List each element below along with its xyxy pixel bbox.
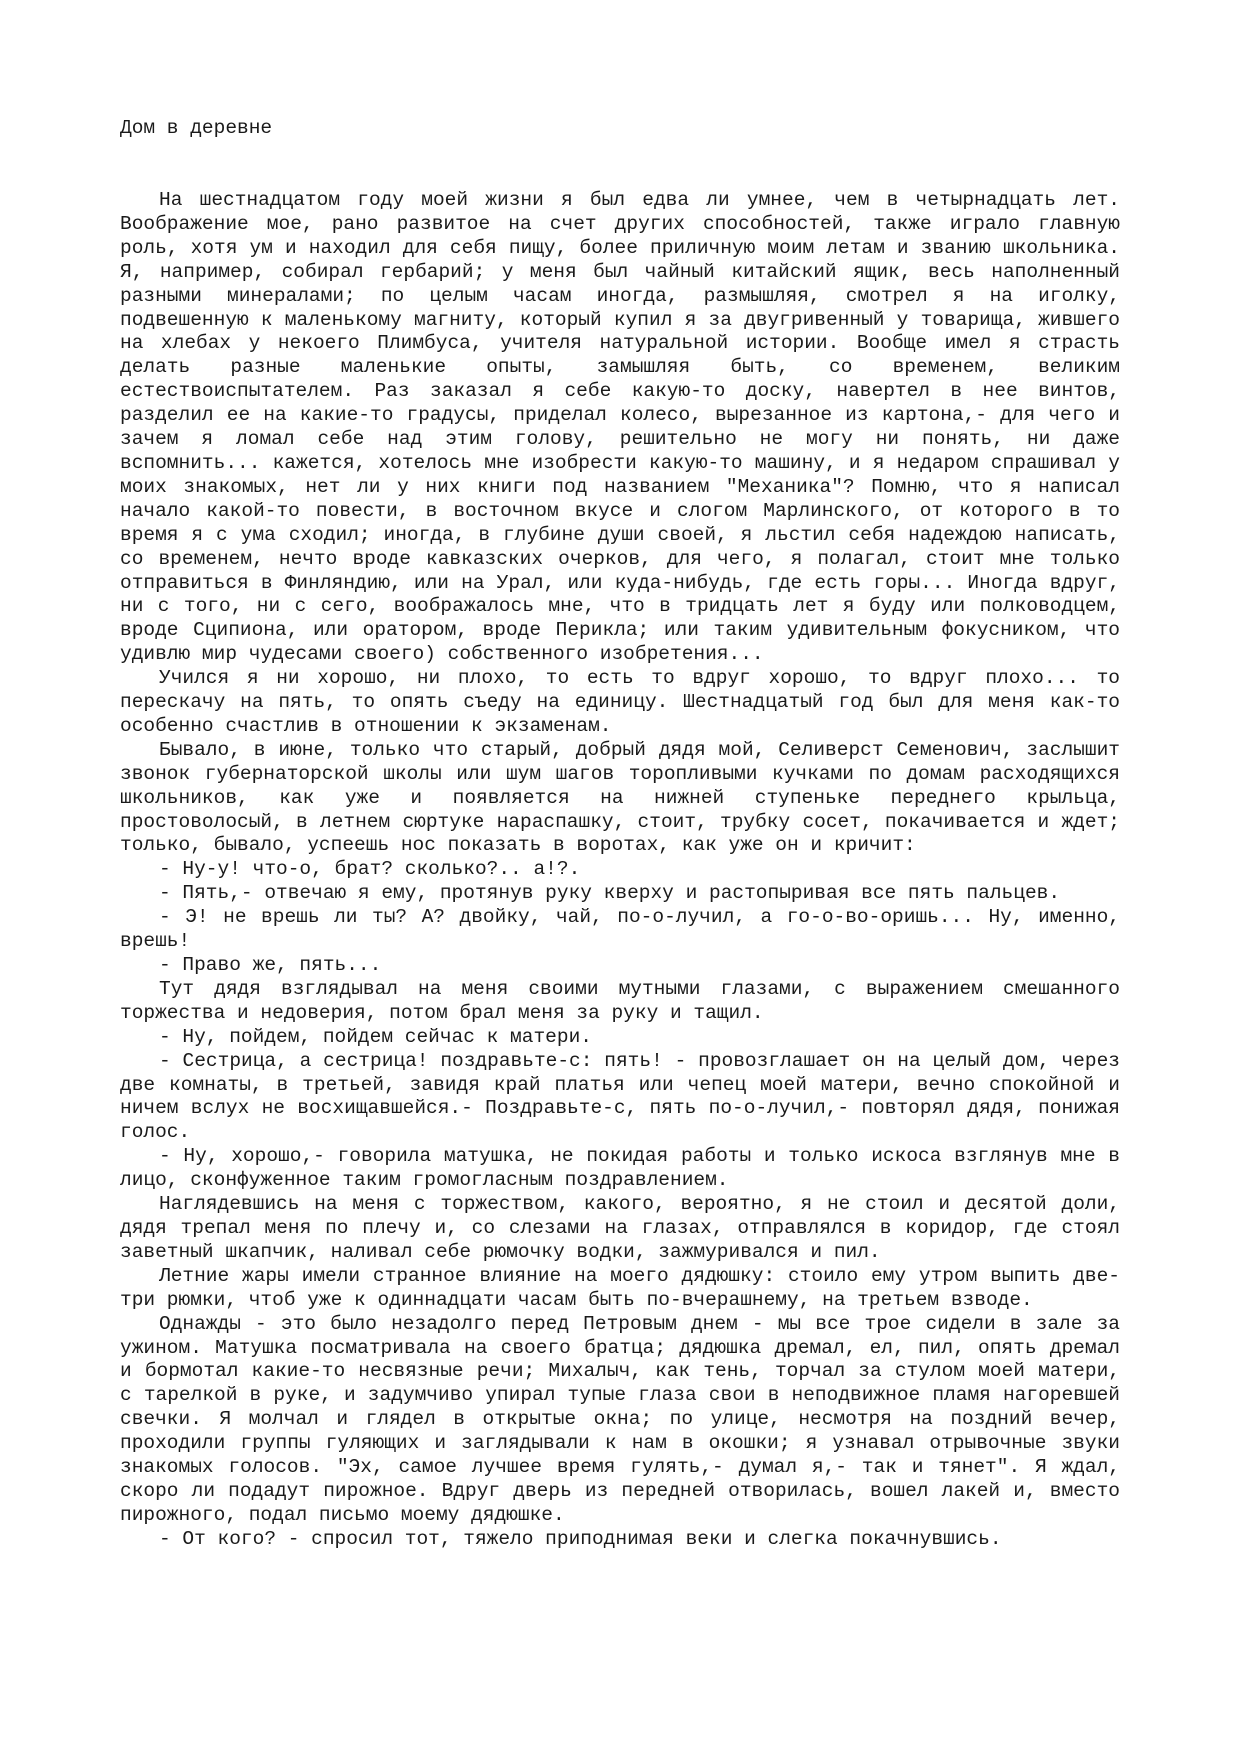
paragraph-4: Тут дядя взглядывал на меня своими мутными глазами, с выражением смешанного торжества и недоверия, потом брал меня за руку и тащил.	[120, 977, 1120, 1024]
dialogue-line-6: - Сестрица, а сестрица! поздравьте-с: пять! - провозглашает он на целый дом, через две комнаты, в третьей, завидя край платья или чепец моей матери, вечно спокойной и ничем вслух не восхищавшейся.- Поздравьте-с, пять по-о-лучил,- повторял дядя, понижая голос.	[120, 1049, 1120, 1144]
document-title: Дом в деревне	[120, 117, 273, 139]
dialogue-line-5: - Ну, пойдем, пойдем сейчас к матери.	[159, 1025, 592, 1048]
paragraph-3: Бывало, в июне, только что старый, добрый дядя мой, Селиверст Семенович, заслышит звонок губернаторской школы или шум шагов торопливыми кучками по домам расходящихся школьников, как уже и появляется на нижней ступеньке переднего крыльца, простоволосый, в летнем сюртуке нараспашку, стоит, трубку сосет, покачивается и ждет; только, бывало, успеешь нос показать в воротах, как уже он и кричит:	[120, 738, 1120, 857]
dialogue-line-8: - От кого? - спросил тот, тяжело приподнимая веки и слегка покачнувшись.	[159, 1527, 1002, 1550]
dialogue-line-7: - Ну, хорошо,- говорила матушка, не покидая работы и только искоса взглянув мне в лицо, сконфуженное таким громогласным поздравлением.	[120, 1145, 1120, 1192]
dialogue-line-3: - Э! не врешь ли ты? А? двойку, чай, по-о-лучил, а го-о-во-оришь... Ну, именно, врешь!	[120, 906, 1120, 953]
paragraph-7: Однажды - это было незадолго перед Петровым днем - мы все трое сидели в зале за ужином. Матушка посматривала на своего братца; дядюшка дремал, ел, пил, опять дремал и бормотал какие-то несвязные речи; Михалыч, как тень, торчал за стулом моей матери, с тарелкой в руке, и задумчиво упирал тупые глаза свои в неподвижное пламя нагоревшей свечки. Я молчал и глядел в открытые окна; по улице, несмотря на поздний вечер, проходили группы гуляющих и заглядывали к нам в окошки; я узнавал отрывочные звуки знакомых голосов. "Эх, самое лучшее время гулять,- думал я,- так и тянет". Я ждал, скоро ли подадут пирожное. Вдруг дверь из передней отворилась, вошел лакей и, вместо пирожного, подал письмо моему дядюшке.	[120, 1312, 1120, 1526]
dialogue-line-4: - Право же, пять...	[159, 954, 382, 976]
paragraph-1: На шестнадцатом году моей жизни я был едва ли умнее, чем в четырнадцать лет. Воображение мое, рано развитое на счет других способностей, также играло главную роль, хотя ум и находил для себя пищу, более приличную моим летам и званию школьника. Я, например, собирал гербарий; у меня был чайный китайский ящик, весь наполненный разными минералами; по целым часам иногда, размышляя, смотрел я на иголку, подвешенную к маленькому магниту, который купил я за двугривенный у товарища, жившего на хлебах у некоего Плимбуса, учителя натуральной истории. Вообще имел я страсть делать разные маленькие опыты, замышляя быть, со временем, великим естествоиспытателем. Раз заказал я себе какую-то доску, навертел в нее винтов, разделил ее на какие-то градусы, приделал колесо, вырезанное из картона,- для чего и зачем я ломал себе над этим голову, решительно не могу ни понять, ни даже вспомнить... кажется, хотелось мне изобрести какую-то машину, и я недаром спрашивал у моих знакомых, нет ли у них книги под названием "Механика"? Помню, что я написал начало какой-то повести, в восточном вкусе и слогом Марлинского, от которого в то время я с ума сходил; иногда, в глубине души своей, я льстил себя надеждою написать, со временем, нечто вроде кавказских очерков, для чего, я полагал, стоит мне только отправиться в Финляндию, или на Урал, или куда-нибудь, где есть горы... Иногда вдруг, ни с того, ни с сего, воображалось мне, что в тридцать лет я буду или полководцем, вроде Сципиона, или оратором, вроде Перикла; или таким удивительным фокусником, что удивлю мир чудесами своего) собственного изобретения...	[120, 189, 1120, 666]
paragraph-6: Летние жары имели странное влияние на моего дядюшку: стоило ему утром выпить две-три рюмки, чтоб уже к одиннадцати часам быть по-вчерашнему, на третьем взводе.	[120, 1264, 1120, 1311]
paragraph-5: Наглядевшись на меня с торжеством, какого, вероятно, я не стоил и десятой доли, дядя трепал меня по плечу и, со слезами на глазах, отправлялся в коридор, где стоял заветный шкапчик, наливал себе рюмочку водки, зажмуривался и пил.	[120, 1193, 1120, 1263]
dialogue-line-1: - Ну-у! что-о, брат? сколько?.. а!?.	[159, 858, 581, 881]
dialogue-line-2: - Пять,- отвечаю я ему, протянув руку кверху и растопыривая все пять пальцев.	[159, 882, 1061, 905]
paragraph-2: Учился я ни хорошо, ни плохо, то есть то вдруг хорошо, то вдруг плохо... то перескачу на пять, то опять съеду на единицу. Шестнадцатый год был для меня как-то особенно счастлив в отношении к экзаменам.	[120, 667, 1120, 737]
document-body	[120, 189, 1120, 1552]
